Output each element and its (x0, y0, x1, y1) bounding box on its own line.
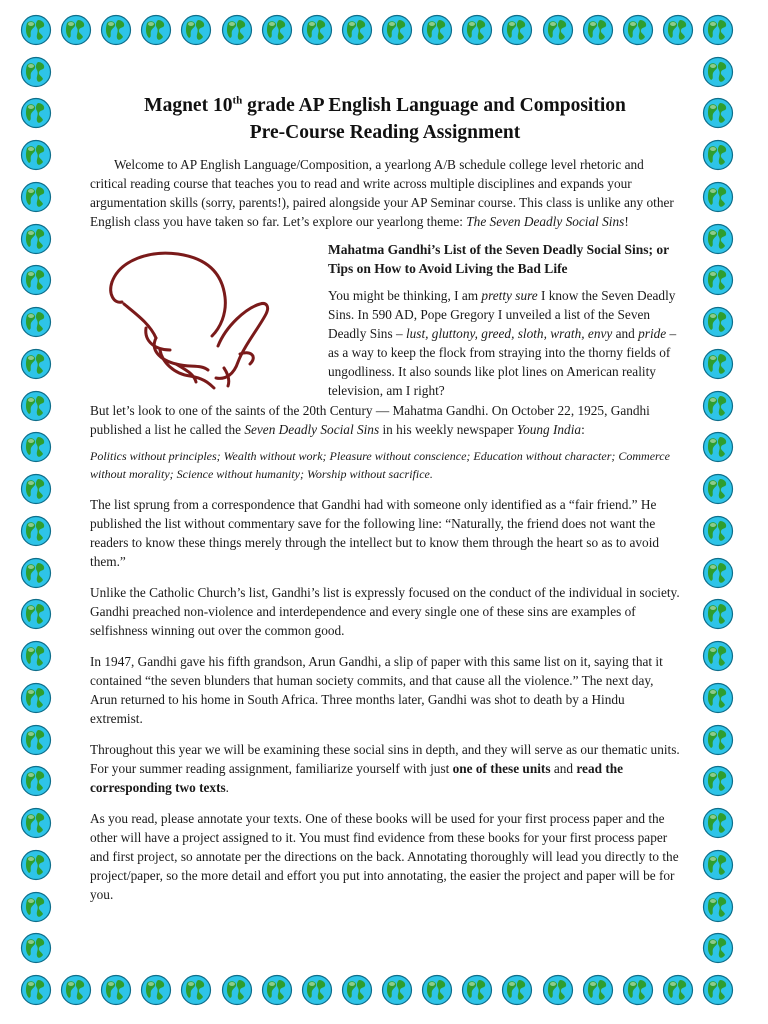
paragraph-4: Unlike the Catholic Church’s list, Gandhi’s list is expressly focused on the conduct of the individual in society. Gandhi preached non-violence and interdependence and every single one of these sins are examples of selfishness winning out over the common good. (90, 585, 680, 638)
title-line2: Pre-Course Reading Assignment (249, 122, 521, 143)
globe-icon (501, 14, 533, 46)
globe-icon (60, 14, 92, 46)
paragraph-7: As you read, please annotate your texts. One of these books will be used for your first process paper and the other will have a project assigned to it. You must find evidence from these books for your first process paper and first project, so annotate per the directions on the back. Annotating thoroughly will lead you directly to the project/paper, so the more detail and effort you put into annotating, the easier the project and paper will be for you. (90, 811, 679, 902)
globe-icon (702, 765, 734, 797)
globe-icon (662, 974, 694, 1006)
globe-icon (702, 223, 734, 255)
sins-list: Politics without principles; Wealth without work; Pleasure without conscience; Education without character; Commerce without morality; Science without humanity; Worship without sacrifice. (90, 449, 670, 481)
globe-icon (542, 14, 574, 46)
sp1-d: – as a way to keep the flock from straying into the thorny fields of ungodliness. It also sounds like plot lines on American reality television, am I right? (328, 326, 677, 398)
sp1-b: I know the Seven Deadly Sins. In 590 AD, Pope Gregory I unveiled a list of the Seven Deadly Sins – (328, 288, 676, 341)
title-line1-b: grade AP English Language and Composition (242, 95, 626, 116)
globe-icon (421, 14, 453, 46)
intro-paragraph (90, 155, 680, 231)
globe-icon (702, 640, 734, 672)
sp1-sins: lust, gluttony, greed, sloth, wrath, envy (405, 326, 613, 341)
globe-icon (542, 974, 574, 1006)
globe-icon (20, 682, 52, 714)
globe-icon (20, 97, 52, 129)
globe-icon (20, 640, 52, 672)
globe-icon (180, 974, 212, 1006)
p2-b: in his weekly newspaper (379, 422, 517, 437)
sidebar-paragraph (328, 286, 680, 400)
paragraph-2 (90, 401, 680, 439)
globe-icon (221, 14, 253, 46)
p2-c: : (581, 422, 585, 437)
globe-icon (20, 598, 52, 630)
sidebar-text (328, 240, 680, 400)
p6-b2: read the corresponding two texts (90, 761, 624, 795)
globe-icon (421, 974, 453, 1006)
p6-d: . (225, 780, 229, 795)
p6-b1: one of these units (452, 761, 551, 776)
intro-end: ! (624, 214, 629, 229)
intro-text: Welcome to AP English Language/Composition, a yearlong A/B schedule college level rhetoric and critical reading course that teaches you to read and write across multiple disciplines and expands your argumentation skills (sorry, parents!), paired alongside your AP Seminar course. This class is unlike any other English class you have taken so far. Let’s explore our yearlong theme: (90, 157, 674, 229)
globe-icon (702, 932, 734, 964)
page-content (90, 92, 680, 904)
globe-icon (20, 974, 52, 1006)
globe-icon (20, 56, 52, 88)
gandhi-section (90, 240, 680, 398)
globe-icon (702, 849, 734, 881)
globe-icon (301, 14, 333, 46)
globe-icon (180, 14, 212, 46)
globe-icon (662, 14, 694, 46)
globe-icon (20, 431, 52, 463)
globe-icon (20, 348, 52, 380)
globe-icon (622, 974, 654, 1006)
globe-icon (702, 264, 734, 296)
globe-icon (702, 306, 734, 338)
globe-icon (702, 56, 734, 88)
sp1-c: and (612, 326, 639, 341)
globe-icon (20, 515, 52, 547)
globe-icon (702, 14, 734, 46)
globe-icon (341, 14, 373, 46)
title-line1-a: Magnet 10 (144, 95, 233, 116)
globe-icon (301, 974, 333, 1006)
title-line1-sup: th (232, 94, 243, 107)
globe-icon (20, 14, 52, 46)
globe-icon (20, 264, 52, 296)
globe-icon (261, 974, 293, 1006)
globe-icon (702, 724, 734, 756)
paragraph-3: The list sprung from a correspondence that Gandhi had with someone only identified as a “fair friend.” He published the list without commentary save for the following line: “Naturally, the friend does not want the readers to know these things merely through the intellect but to know them through the heart so as to avoid them.” (90, 497, 660, 569)
p6-c: and (550, 761, 577, 776)
p2-em1: Seven Deadly Social Sins (244, 422, 380, 437)
globe-icon (582, 974, 614, 1006)
p2-a: But let’s look to one of the saints of the 20th Century — Mahatma Gandhi. On October 22, 1925, Gandhi published a list he called the (90, 403, 650, 437)
globe-icon (702, 682, 734, 714)
globe-icon (582, 14, 614, 46)
globe-icon (702, 891, 734, 923)
globe-icon (20, 557, 52, 589)
gandhi-drawing-icon (90, 242, 320, 392)
globe-icon (20, 306, 52, 338)
page-title (90, 92, 680, 146)
globe-icon (20, 724, 52, 756)
globe-icon (381, 14, 413, 46)
globe-icon (261, 14, 293, 46)
sp1-a: You might be thinking, I am (328, 288, 482, 303)
sidebar-heading: Mahatma Gandhi’s List of the Seven Deadly Social Sins; or Tips on How to Avoid Living the Bad Life (328, 242, 669, 276)
globe-icon (100, 974, 132, 1006)
globe-icon (702, 974, 734, 1006)
p6-a: Throughout this year we will be examining these social sins in depth, and they will serve as our thematic units. For your summer reading assignment, familiarize yourself with just (90, 742, 680, 776)
paragraph-6 (90, 740, 680, 797)
globe-icon (20, 139, 52, 171)
globe-icon (20, 390, 52, 422)
paragraph-5: In 1947, Gandhi gave his fifth grandson, Arun Gandhi, a slip of paper with this same list on it, saying that it contained “the seven blunders that human society commits, and that cause all the violence.” The next day, Arun returned to his home in South Africa. Three months later, Gandhi was shot to death by a Hindu extremist. (90, 654, 663, 726)
globe-icon (702, 97, 734, 129)
globe-icon (702, 390, 734, 422)
globe-icon (20, 891, 52, 923)
globe-icon (60, 974, 92, 1006)
globe-icon (702, 473, 734, 505)
sp1-pride: pride (638, 326, 667, 341)
globe-icon (381, 974, 413, 1006)
globe-icon (140, 974, 172, 1006)
globe-icon (20, 223, 52, 255)
globe-icon (702, 598, 734, 630)
globe-icon (702, 139, 734, 171)
globe-icon (622, 14, 654, 46)
globe-icon (461, 14, 493, 46)
globe-icon (702, 431, 734, 463)
globe-icon (702, 557, 734, 589)
globe-icon (501, 974, 533, 1006)
globe-icon (20, 932, 52, 964)
p2-em2: Young India (516, 422, 582, 437)
globe-icon (100, 14, 132, 46)
globe-icon (702, 348, 734, 380)
globe-icon (341, 974, 373, 1006)
globe-icon (702, 807, 734, 839)
globe-icon (702, 515, 734, 547)
globe-icon (20, 765, 52, 797)
globe-icon (20, 807, 52, 839)
globe-icon (461, 974, 493, 1006)
sp1-em: pretty sure (481, 288, 538, 303)
globe-icon (702, 181, 734, 213)
globe-icon (20, 181, 52, 213)
globe-icon (20, 473, 52, 505)
globe-icon (221, 974, 253, 1006)
intro-theme: The Seven Deadly Social Sins (466, 214, 625, 229)
globe-icon (140, 14, 172, 46)
globe-icon (20, 849, 52, 881)
